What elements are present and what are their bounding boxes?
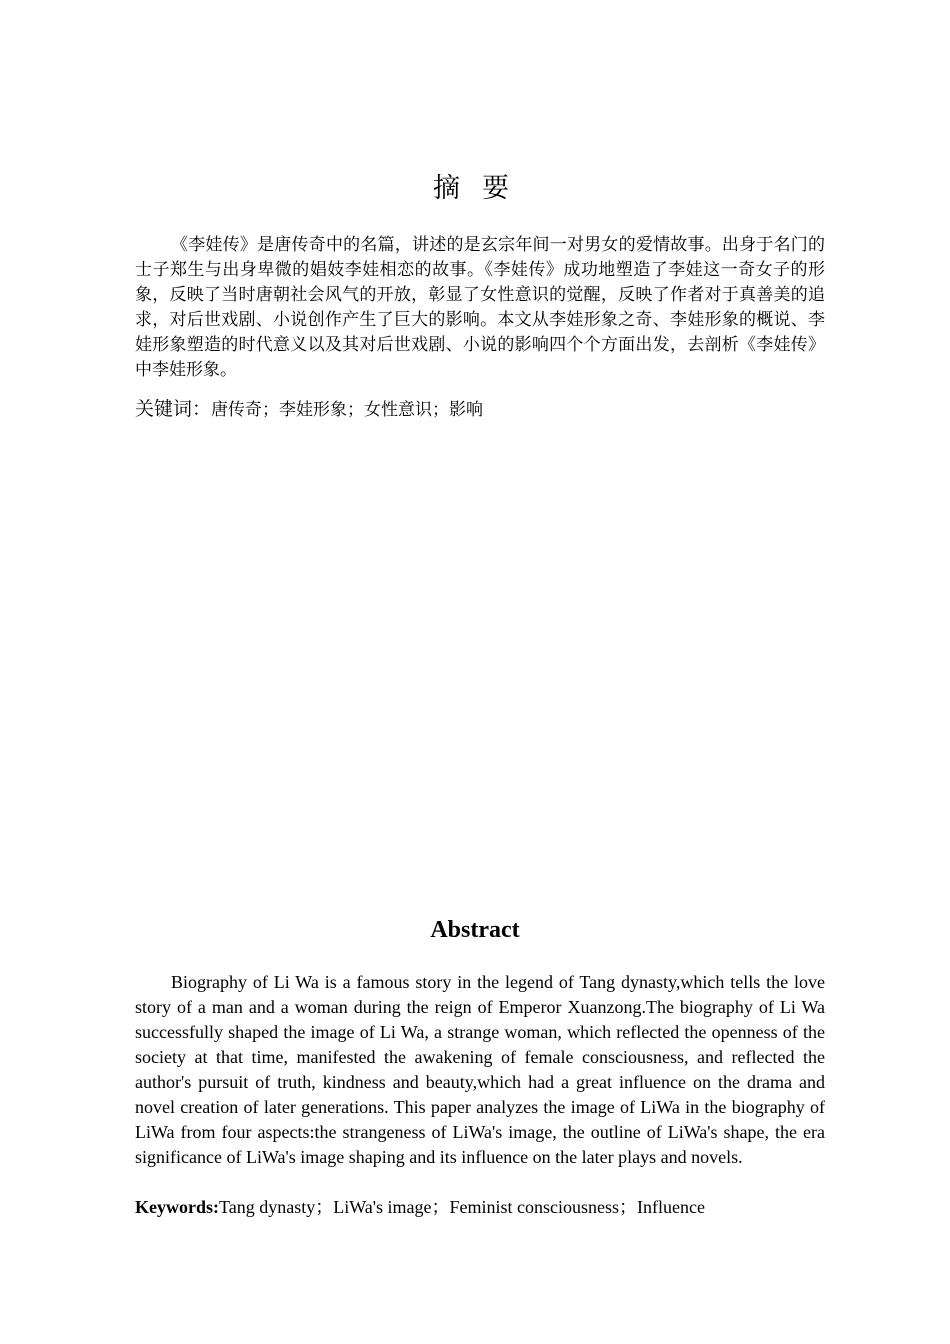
english-keywords-label: Keywords: — [135, 1197, 219, 1217]
english-keywords-list: Tang dynasty；LiWa's image；Feminist consciousness；Influence — [219, 1197, 705, 1217]
english-abstract-title: Abstract — [430, 917, 520, 943]
chinese-abstract-title: 摘要 — [433, 173, 531, 204]
english-keywords — [135, 1195, 825, 1220]
chinese-keywords-list: 唐传奇；李娃形象；女性意识；影响 — [211, 400, 484, 420]
chinese-keywords-label: 关键词： — [135, 398, 212, 420]
chinese-keywords — [135, 397, 825, 423]
english-abstract-body: Biography of Li Wa is a famous story in the legend of Tang dynasty,which tells the love story of a man and a woman during the reign of Emperor Xuanzong.The biography of Li Wa successfully shaped the image of Li Wa, a strange woman, which reflected the openness of the society at that time, manifested the awakening of female consciousness, and reflected the author's pursuit of truth, kindness and beauty,which had a great influence on the drama and novel creation of later generations. This paper analyzes the image of LiWa in the biography of LiWa from four aspects:the strangeness of LiWa's image, the outline of LiWa's shape, the era significance of LiWa's image shaping and its influence on the later plays and novels. — [135, 972, 825, 1167]
chinese-abstract-body: 《李娃传》是唐传奇中的名篇，讲述的是玄宗年间一对男女的爱情故事。出身于名门的士子郑生与出身卑微的娼妓李娃相恋的故事。《李娃传》成功地塑造了李娃这一奇女子的形象，反映了当时唐朝社会风气的开放，彰显了女性意识的觉醒，反映了作者对于真善美的追求，对后世戏剧、小说创作产生了巨大的影响。本文从李娃形象之奇、李娃形象的概说、李娃形象塑造的时代意义以及其对后世戏剧、小说的影响四个个方面出发，去剖析《李娃传》中李娃形象。 — [135, 235, 825, 380]
